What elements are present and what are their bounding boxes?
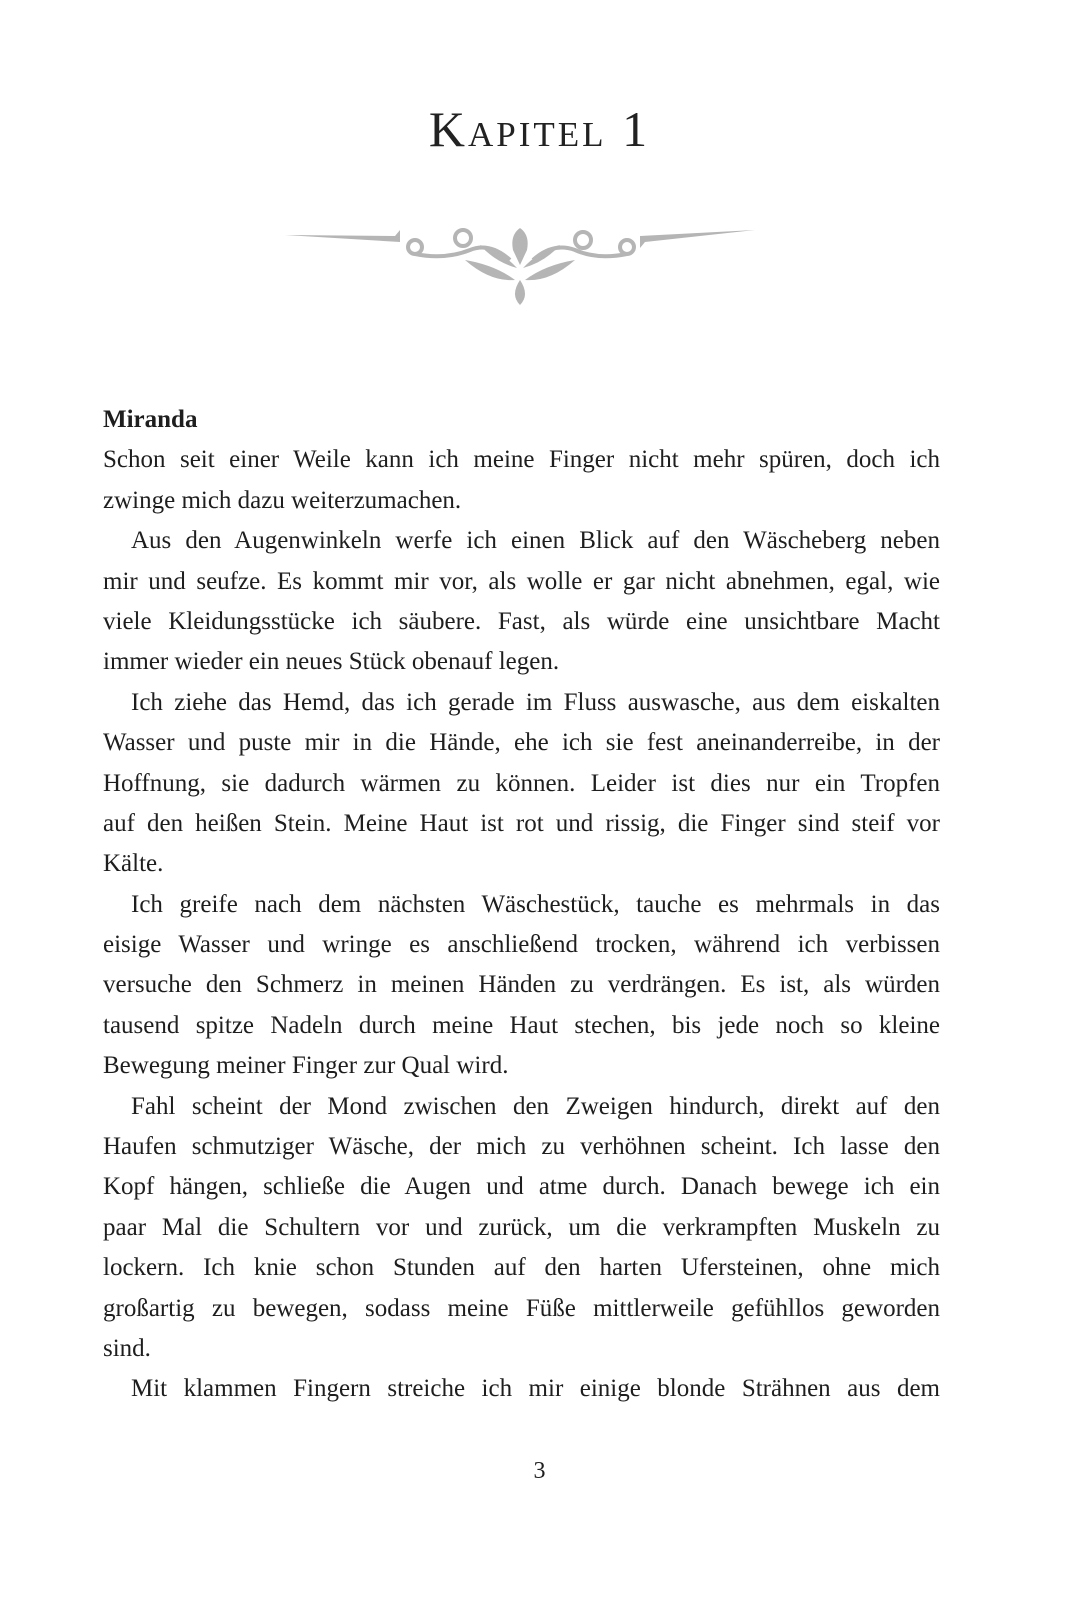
text-line: zwinge mich dazu weiterzumachen. [103,486,462,514]
text-line: paar Mal die Schultern vor und zurück, um die verkrampften Muskeln zu [103,1213,940,1241]
paragraph [103,1087,940,1370]
chapter-body [103,400,940,1410]
text-line: Wasser und puste mir in die Hände, ehe ich sie fest aneinanderreibe, in der [103,729,940,757]
text-line: mir und seufze. Es kommt mir vor, als wolle er gar nicht abnehmen, egal, wie [103,567,940,595]
chapter-title: Kapitel 1 [428,101,651,157]
text-line: Fahl scheint der Mond zwischen den Zweigen hindurch, direkt auf den [131,1092,940,1120]
text-line: Mit klammen Fingern streiche ich mir einige blonde Strähnen aus dem [131,1375,940,1403]
text-line: sind. [103,1334,151,1362]
paragraphs [103,440,940,1409]
text-line: tausend spitze Nadeln durch meine Haut stechen, bis jede noch so kleine [103,1011,940,1039]
paragraph [103,521,940,683]
text-line: Kälte. [103,850,164,878]
text-line: Ich ziehe das Hemd, das ich gerade im Fluss auswasche, aus dem eiskalten [131,688,940,716]
text-line: lockern. Ich knie schon Stunden auf den harten Ufersteinen, ohne mich [103,1254,940,1282]
paragraph [103,885,940,1087]
text-line: eisige Wasser und wringe es anschließend trocken, während ich verbissen [103,931,940,959]
paragraph [103,440,940,521]
text-line: viele Kleidungsstücke ich säubere. Fast, als würde eine unsichtbare Macht [103,607,940,635]
text-line: immer wieder ein neues Stück obenauf legen. [103,648,560,676]
text-line: großartig zu bewegen, sodass meine Füße mittlerweile gefühllos geworden [103,1294,940,1322]
text-line: auf den heißen Stein. Meine Haut ist rot und rissig, die Finger sind steif vor [103,809,940,837]
page-number: 3 [533,1458,546,1484]
text-line: Hoffnung, sie dadurch wärmen zu können. Leider ist dies nur ein Tropfen [103,769,940,797]
text-line: Kopf hängen, schließe die Augen und atme durch. Danach bewege ich ein [103,1173,940,1201]
text-line: Bewegung meiner Finger zur Qual wird. [103,1052,509,1080]
text-line: versuche den Schmerz in meinen Händen zu verdrängen. Es ist, als würden [103,971,940,999]
flourish-ornament-icon [285,220,755,310]
text-line: Haufen schmutziger Wäsche, der mich zu verhöhnen scheint. Ich lasse den [103,1133,940,1161]
text-line: Aus den Augenwinkeln werfe ich einen Blick auf den Wäscheberg neben [131,527,940,555]
text-line: Schon seit einer Weile kann ich meine Finger nicht mehr spüren, doch ich [103,446,940,474]
text-line: Ich greife nach dem nächsten Wäschestück, tauche es mehrmals in das [131,890,940,918]
section-heading: Miranda [103,406,198,433]
paragraph [103,683,940,885]
paragraph [103,1369,940,1409]
